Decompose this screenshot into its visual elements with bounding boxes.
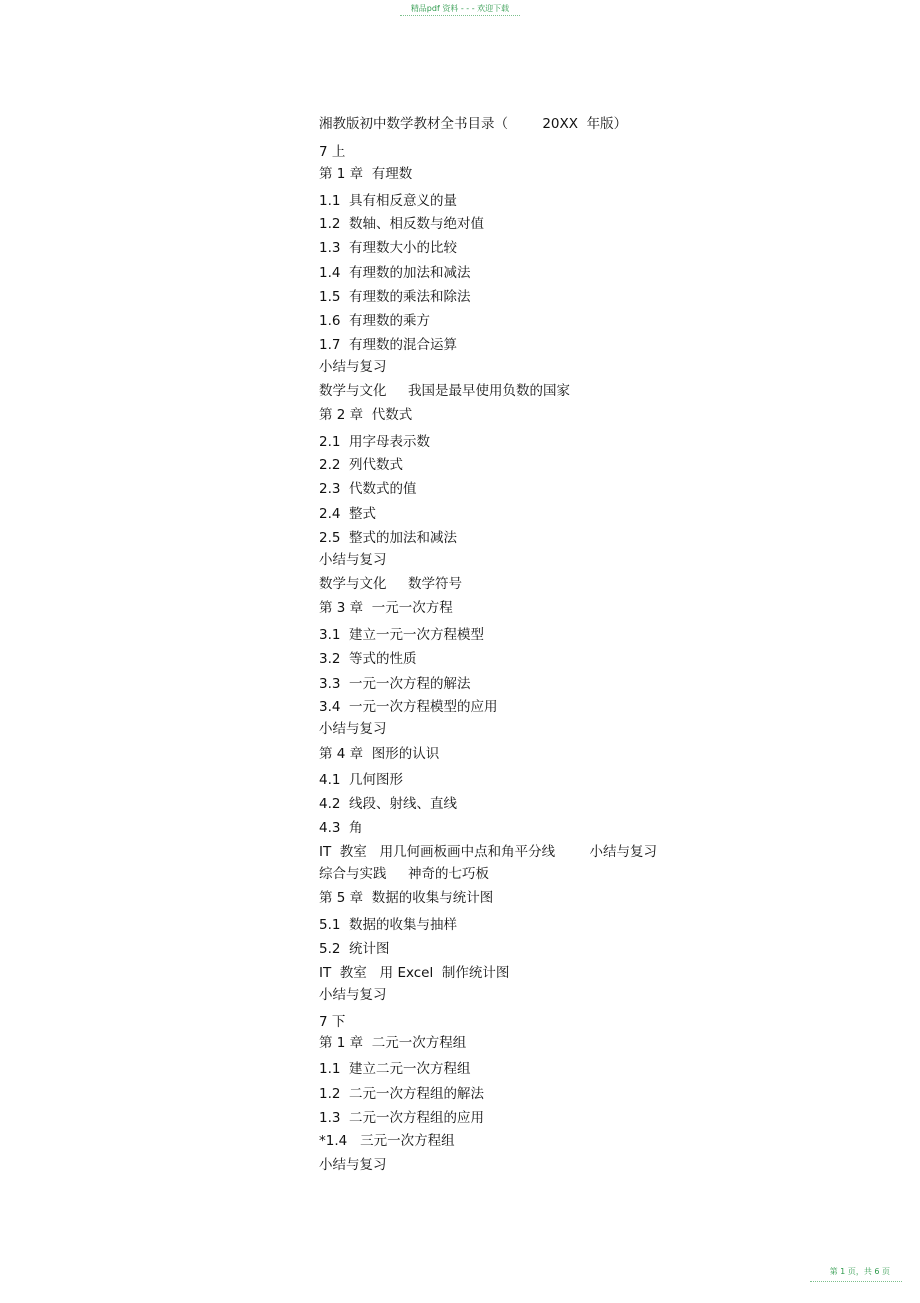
toc-line: 1.2 数轴、相反数与绝对值 bbox=[319, 216, 485, 232]
toc-line: 第 5 章 数据的收集与统计图 bbox=[319, 890, 494, 906]
toc-line: 1.6 有理数的乘方 bbox=[319, 313, 431, 329]
page-footer bbox=[830, 1267, 890, 1277]
toc-line: 3.3 一元一次方程的解法 bbox=[319, 676, 471, 692]
toc-line: IT 教室 用几何画板画中点和角平分线 小结与复习 bbox=[319, 844, 658, 860]
toc-line: 1.5 有理数的乘法和除法 bbox=[319, 289, 471, 305]
toc-line: 第 1 章 二元一次方程组 bbox=[319, 1035, 467, 1051]
toc-line: 小结与复习 bbox=[319, 987, 387, 1003]
toc-line: IT 教室 用 Excel 制作统计图 bbox=[319, 965, 510, 981]
toc-line: 4.1 几何图形 bbox=[319, 772, 404, 788]
toc-line: 7 下 bbox=[319, 1014, 346, 1030]
toc-line: 小结与复习 bbox=[319, 1157, 387, 1173]
page-header bbox=[0, 4, 920, 14]
toc-line: 1.7 有理数的混合运算 bbox=[319, 337, 458, 353]
toc-line: 2.1 用字母表示数 bbox=[319, 434, 431, 450]
toc-line: 第 4 章 图形的认识 bbox=[319, 746, 440, 762]
header-text: 精品pdf 资料 - - - 欢迎下载 bbox=[410, 4, 510, 13]
toc-line: 小结与复习 bbox=[319, 721, 387, 737]
toc-line: 4.3 角 bbox=[319, 820, 363, 836]
toc-line: 5.2 统计图 bbox=[319, 941, 390, 957]
toc-line: 3.1 建立一元一次方程模型 bbox=[319, 627, 485, 643]
toc-line: 1.4 有理数的加法和减法 bbox=[319, 265, 471, 281]
toc-line: 1.3 二元一次方程组的应用 bbox=[319, 1110, 485, 1126]
toc-line: 数学与文化 我国是最早使用负数的国家 bbox=[319, 383, 570, 399]
toc-line: 第 1 章 有理数 bbox=[319, 166, 413, 182]
header-divider bbox=[400, 15, 520, 18]
toc-line: 综合与实践 神奇的七巧板 bbox=[319, 866, 489, 882]
page-number: 第 1 页，共 6 页 bbox=[829, 1267, 890, 1276]
toc-line: 1.2 二元一次方程组的解法 bbox=[319, 1086, 485, 1102]
toc-line: 数学与文化 数学符号 bbox=[319, 576, 462, 592]
toc-line: 4.2 线段、射线、直线 bbox=[319, 796, 458, 812]
toc-line: 2.4 整式 bbox=[319, 506, 377, 522]
toc-line: 1.1 具有相反意义的量 bbox=[319, 193, 458, 209]
footer-divider bbox=[810, 1281, 902, 1284]
toc-line: 3.4 一元一次方程模型的应用 bbox=[319, 699, 498, 715]
toc-title: 湘教版初中数学教材全书目录（ 20XX 年版） bbox=[319, 116, 628, 132]
toc-line: 小结与复习 bbox=[319, 359, 387, 375]
toc-line: 小结与复习 bbox=[319, 552, 387, 568]
toc-line: 1.1 建立二元一次方程组 bbox=[319, 1061, 471, 1077]
toc-line: 1.3 有理数大小的比较 bbox=[319, 240, 458, 256]
toc-line: 7 上 bbox=[319, 144, 346, 160]
toc-line: 2.5 整式的加法和减法 bbox=[319, 530, 458, 546]
toc-line: 第 3 章 一元一次方程 bbox=[319, 600, 453, 616]
toc-line: 5.1 数据的收集与抽样 bbox=[319, 917, 458, 933]
toc-line: 第 2 章 代数式 bbox=[319, 407, 413, 423]
toc-line: 2.2 列代数式 bbox=[319, 457, 404, 473]
toc-line: 2.3 代数式的值 bbox=[319, 481, 417, 497]
toc-line: 3.2 等式的性质 bbox=[319, 651, 417, 667]
toc-line: *1.4 三元一次方程组 bbox=[319, 1133, 455, 1149]
